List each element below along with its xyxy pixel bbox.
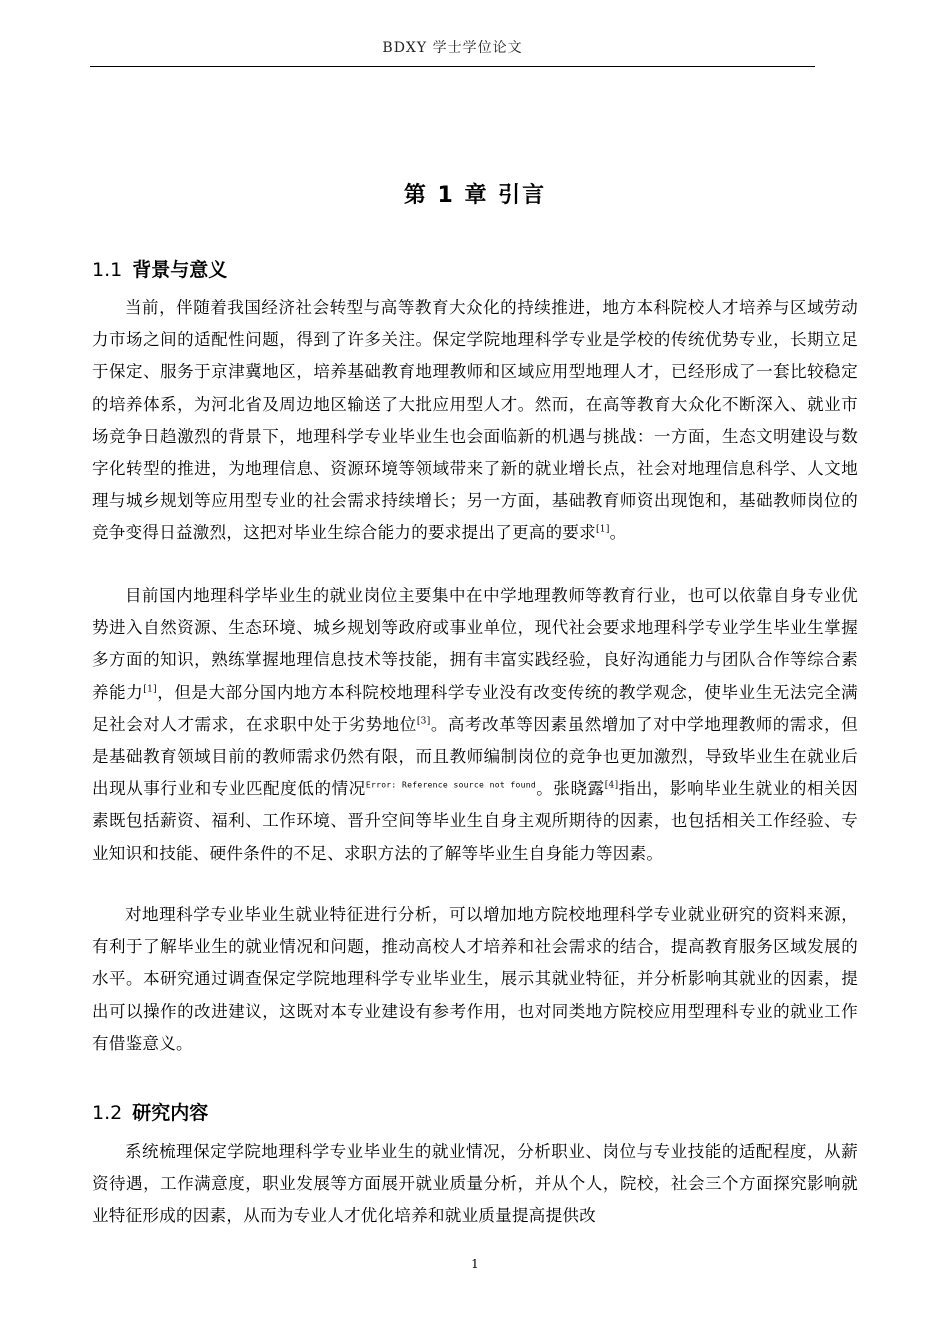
- section-heading-1-1: [92, 255, 227, 282]
- citation[interactable]: [4]: [604, 780, 619, 791]
- paragraph-1-1-3: [92, 899, 858, 1060]
- section-title: 背景与意义: [132, 259, 228, 281]
- paragraph-text: ，但是大部分国内地方本科院校地理科学专业没有改变传统的教学观念，使毕业生无法完全满足社会对人才需求，在求职中处于劣势地位: [92, 682, 858, 734]
- paragraph-text: 。张晓露: [535, 779, 605, 799]
- paragraph-text: 对地理科学专业毕业生就业特征进行分析，可以增加地方院校地理科学专业就业研究的资料来源，有利于了解毕业生的就业情况和问题，推动高校人才培养和社会需求的结合，提高教育服务区域发展的水平。本研究通过调查保定学院地理科学专业毕业生，展示其就业特征，并分析影响其就业的因素，提出可以操作的改进建议，这既对本专业建设有参考作用，也对同类地方院校应用型理科专业的就业工作有借鉴意义。: [92, 905, 858, 1053]
- section-number: 1.2: [92, 1102, 123, 1124]
- chapter-title: 第 1 章 引言: [403, 183, 547, 208]
- citation[interactable]: [1]: [596, 524, 610, 535]
- paragraph-text: 系统梳理保定学院地理科学专业毕业生的就业情况，分析职业、岗位与专业技能的适配程度，从薪资待遇，工作满意度，职业发展等方面展开就业质量分析，并从个人，院校，社会三个方面探究影响就业特征形成的因素，从而为专业人才优化培养和就业质量提高提供改: [92, 1142, 858, 1226]
- reference-error: Error: Reference source not found: [365, 780, 536, 790]
- paragraph-text: 指出，影响毕业生就业的相关因素既包括薪资、福利、工作环境、晋升空间等毕业生自身主观所期待的因素，也包括相关工作经验、专业知识和技能、硬件条件的不足、求职方法的了解等毕业生自身能力等因素。: [92, 779, 858, 863]
- citation[interactable]: [3]: [416, 716, 431, 727]
- paragraph-1-2-1: [92, 1136, 858, 1233]
- paragraph-text: 目前国内地理科学毕业生的就业岗位主要集中在中学地理教师等教育行业，也可以依靠自身专业优势进入自然资源、生态环境、城乡规划等政府或事业单位，现代社会要求地理科学专业学生毕业生掌握多方面的知识，熟练掌握地理信息技术等技能，拥有丰富实践经验，良好沟通能力与团队合作等综合素养能力: [92, 586, 858, 702]
- paragraph-text: 当前，伴随着我国经济社会转型与高等教育大众化的持续推进，地方本科院校人才培养与区域劳动力市场之间的适配性问题，得到了许多关注。保定学院地理科学专业是学校的传统优势专业，长期立足于保定、服务于京津冀地区，培养基础教育地理教师和区域应用型地理人才，已经形成了一套比较稳定的培养体系，为河北省及周边地区输送了大批应用型人才。然而，在高等教育大众化不断深入、就业市场竞争日趋激烈的背景下，地理科学专业毕业生也会面临新的机遇与挑战：一方面，生态文明建设与数字化转型的推进，为地理信息、资源环境等领域带来了新的就业增长点，社会对地理信息科学、人文地理与城乡规划等应用型专业的社会需求持续增长；另一方面，基础教育师资出现饱和，基础教师岗位的竞争变得日益激烈，这把对毕业生综合能力的要求提出了更高的要求: [92, 298, 858, 543]
- section-number: 1.1: [92, 259, 123, 281]
- header-rule: [90, 66, 815, 67]
- page-number: 1: [471, 1257, 479, 1271]
- citation[interactable]: [1]: [143, 684, 157, 695]
- section-heading-1-2: [92, 1098, 208, 1125]
- paragraph-text: 。高考改革等因素虽然增加了对中学地理教师的需求，但是基础教育领域目前的教师需求仍然有限，而且教师编制岗位的竞争也更加激烈，导致毕业生在就业后出现从事行业和专业匹配度低的情况: [92, 714, 858, 799]
- paragraph-1-1-1: [92, 292, 858, 550]
- paragraph-text: 。: [609, 523, 627, 543]
- section-title: 研究内容: [132, 1102, 209, 1124]
- paragraph-1-1-2: [92, 580, 858, 870]
- running-header: BDXY 学士学位论文: [382, 40, 523, 56]
